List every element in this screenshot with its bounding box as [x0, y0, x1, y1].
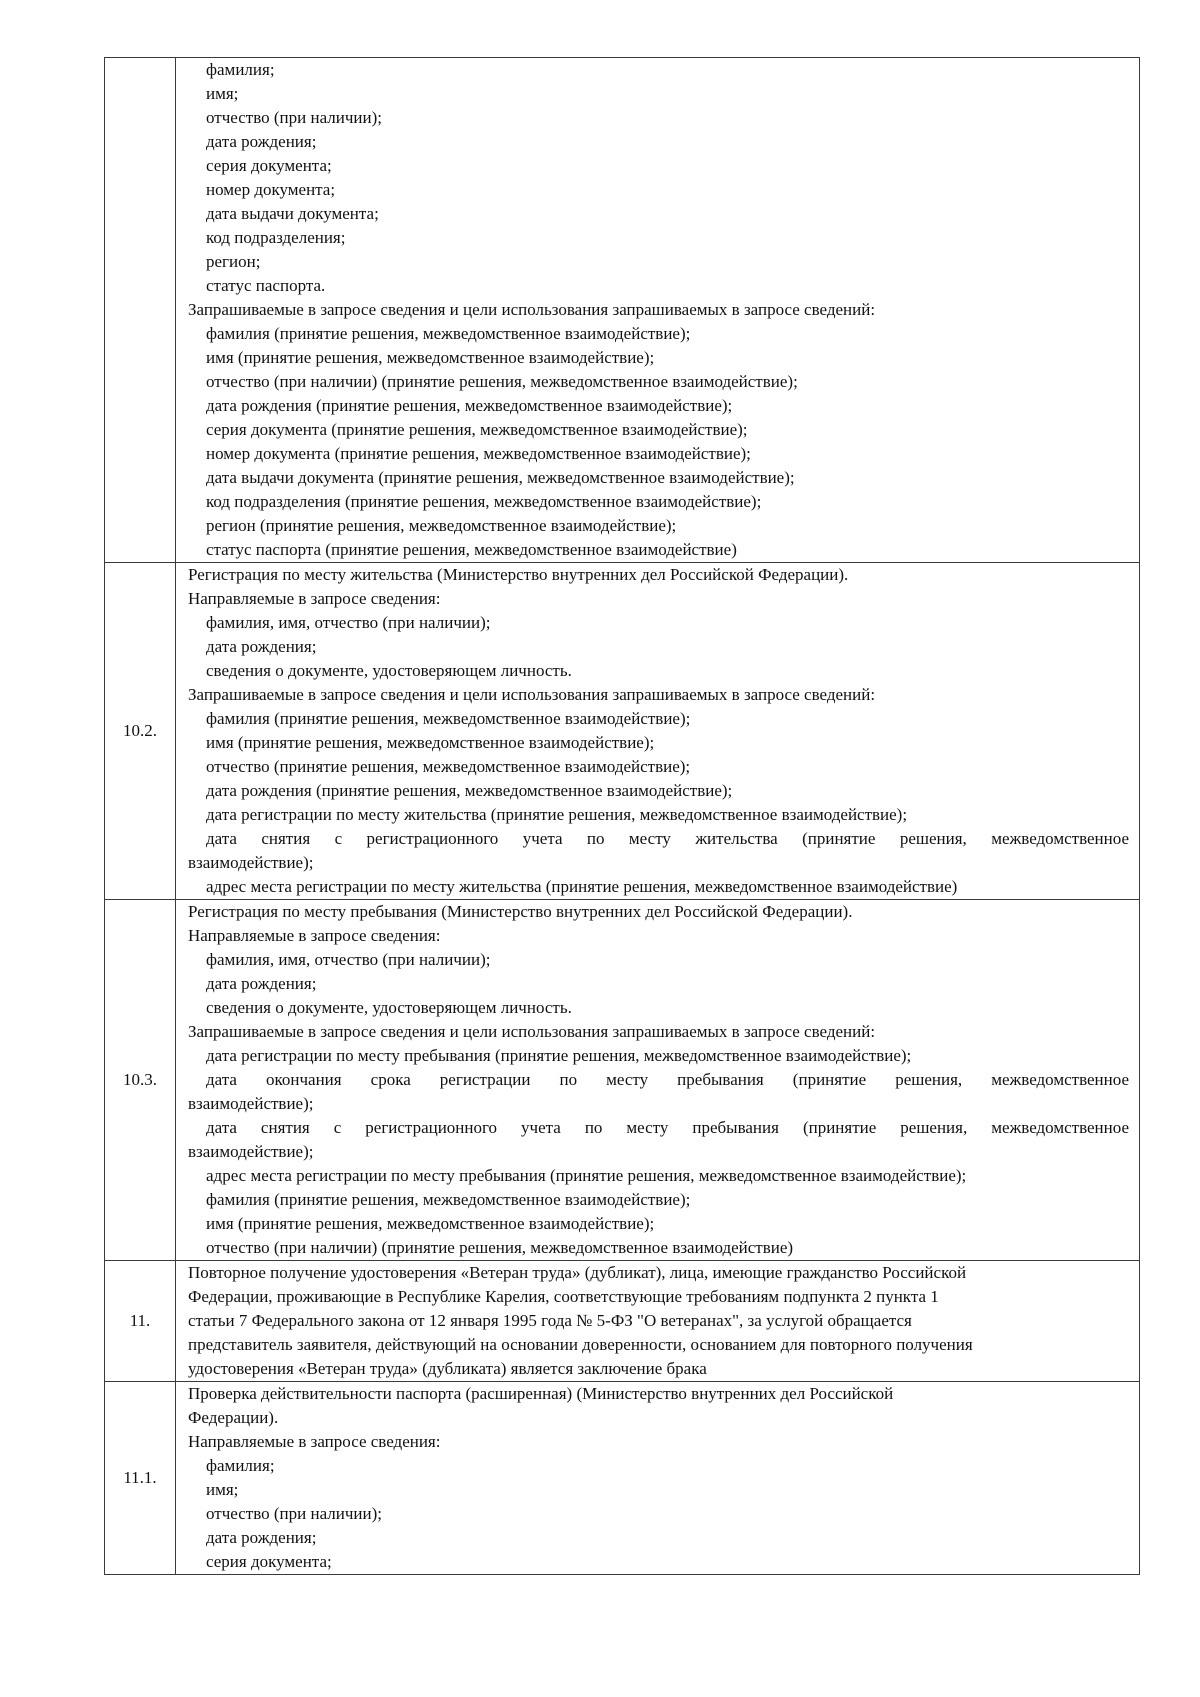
text-line: дата рождения (принятие решения, межведомственное взаимодействие);	[206, 396, 733, 415]
text-line: статус паспорта (принятие решения, межведомственное взаимодействие)	[206, 540, 737, 559]
text-line: фамилия, имя, отчество (при наличии);	[206, 950, 491, 969]
text-line: взаимодействие);	[188, 1142, 314, 1161]
table-row	[105, 58, 1140, 563]
table-row	[105, 1261, 1140, 1382]
text-line: номер документа;	[206, 180, 336, 199]
row-number: 11.	[105, 1261, 176, 1382]
text-line: Регистрация по месту жительства (Министерство внутренних дел Российской Федерации).	[188, 565, 849, 584]
text-line: Направляемые в запросе сведения:	[188, 589, 441, 608]
text-line: отчество (принятие решения, межведомственное взаимодействие);	[206, 757, 691, 776]
text-line: сведения о документе, удостоверяющем личность.	[206, 998, 572, 1017]
text-line: дата выдачи документа;	[206, 204, 379, 223]
text-line: дата регистрации по месту жительства (принятие решения, межведомственное взаимодействие);	[206, 805, 908, 824]
text-line: серия документа;	[206, 156, 332, 175]
row-content	[176, 563, 1140, 900]
row-number: 10.3.	[105, 900, 176, 1261]
text-line: сведения о документе, удостоверяющем личность.	[206, 661, 572, 680]
text-line: дата снятия с регистрационного учета по месту пребывания (принятие решения, межведомственное	[206, 1118, 1129, 1137]
row-content	[176, 1382, 1140, 1575]
table-row	[105, 900, 1140, 1261]
row-number	[105, 58, 176, 563]
text-line: фамилия;	[206, 1456, 275, 1475]
text-line: регион;	[206, 252, 261, 271]
table-row	[105, 563, 1140, 900]
text-line: дата выдачи документа (принятие решения, межведомственное взаимодействие);	[206, 468, 795, 487]
text-line: Запрашиваемые в запросе сведения и цели использования запрашиваемых в запросе сведений:	[188, 300, 876, 319]
text-line: Направляемые в запросе сведения:	[188, 926, 441, 945]
text-line: отчество (при наличии) (принятие решения, межведомственное взаимодействие);	[206, 372, 798, 391]
text-line: имя (принятие решения, межведомственное взаимодействие);	[206, 348, 655, 367]
text-line: серия документа (принятие решения, межведомственное взаимодействие);	[206, 420, 748, 439]
text-line: представитель заявителя, действующий на основании доверенности, основанием для повторного получения	[188, 1335, 973, 1354]
text-line: дата рождения;	[206, 1528, 317, 1547]
text-line: дата рождения;	[206, 637, 317, 656]
services-table	[104, 57, 1140, 1575]
text-line: удостоверения «Ветеран труда» (дубликата) является заключение брака	[188, 1359, 707, 1378]
text-line: имя (принятие решения, межведомственное взаимодействие);	[206, 733, 655, 752]
row-number: 11.1.	[105, 1382, 176, 1575]
text-line: Федерации).	[188, 1408, 279, 1427]
text-line: Направляемые в запросе сведения:	[188, 1432, 441, 1451]
text-line: имя;	[206, 84, 239, 103]
table-body	[105, 58, 1140, 1575]
text-line: Регистрация по месту пребывания (Министерство внутренних дел Российской Федерации).	[188, 902, 853, 921]
text-line: Запрашиваемые в запросе сведения и цели использования запрашиваемых в запросе сведений:	[188, 1022, 876, 1041]
text-line: фамилия (принятие решения, межведомственное взаимодействие);	[206, 324, 691, 343]
row-content	[176, 900, 1140, 1261]
text-line: фамилия;	[206, 60, 275, 79]
text-line: имя;	[206, 1480, 239, 1499]
text-line: дата окончания срока регистрации по месту пребывания (принятие решения, межведомственное	[206, 1070, 1129, 1089]
text-line: код подразделения;	[206, 228, 346, 247]
text-line: номер документа (принятие решения, межведомственное взаимодействие);	[206, 444, 751, 463]
text-line: Проверка действительности паспорта (расширенная) (Министерство внутренних дел Российской	[188, 1384, 894, 1403]
text-line: адрес места регистрации по месту жительства (принятие решения, межведомственное взаимодействие)	[206, 877, 958, 896]
text-line: отчество (при наличии);	[206, 108, 382, 127]
text-line: код подразделения (принятие решения, межведомственное взаимодействие);	[206, 492, 762, 511]
text-line: дата рождения;	[206, 132, 317, 151]
text-line: дата рождения (принятие решения, межведомственное взаимодействие);	[206, 781, 733, 800]
text-line: взаимодействие);	[188, 853, 314, 872]
table-row	[105, 1382, 1140, 1575]
text-line: имя (принятие решения, межведомственное взаимодействие);	[206, 1214, 655, 1233]
text-line: дата регистрации по месту пребывания (принятие решения, межведомственное взаимодействие);	[206, 1046, 912, 1065]
text-line: взаимодействие);	[188, 1094, 314, 1113]
text-line: серия документа;	[206, 1552, 332, 1571]
row-content	[176, 1261, 1140, 1382]
text-line: фамилия, имя, отчество (при наличии);	[206, 613, 491, 632]
text-line: статьи 7 Федерального закона от 12 января 1995 года № 5-ФЗ "О ветеранах", за услугой обращается	[188, 1311, 912, 1330]
text-line: Запрашиваемые в запросе сведения и цели использования запрашиваемых в запросе сведений:	[188, 685, 876, 704]
text-line: Федерации, проживающие в Республике Карелия, соответствующие требованиям подпункта 2 пункта 1	[188, 1287, 939, 1306]
row-number: 10.2.	[105, 563, 176, 900]
text-line: дата снятия с регистрационного учета по месту жительства (принятие решения, межведомственное	[206, 829, 1129, 848]
text-line: регион (принятие решения, межведомственное взаимодействие);	[206, 516, 677, 535]
text-line: отчество (при наличии);	[206, 1504, 382, 1523]
text-line: статус паспорта.	[206, 276, 326, 295]
text-line: дата рождения;	[206, 974, 317, 993]
row-content	[176, 58, 1140, 563]
text-line: Повторное получение удостоверения «Ветеран труда» (дубликат), лица, имеющие гражданство Российской	[188, 1263, 967, 1282]
text-line: отчество (при наличии) (принятие решения, межведомственное взаимодействие)	[206, 1238, 794, 1257]
text-line: фамилия (принятие решения, межведомственное взаимодействие);	[206, 1190, 691, 1209]
text-line: адрес места регистрации по месту пребывания (принятие решения, межведомственное взаимодействие);	[206, 1166, 967, 1185]
text-line: фамилия (принятие решения, межведомственное взаимодействие);	[206, 709, 691, 728]
